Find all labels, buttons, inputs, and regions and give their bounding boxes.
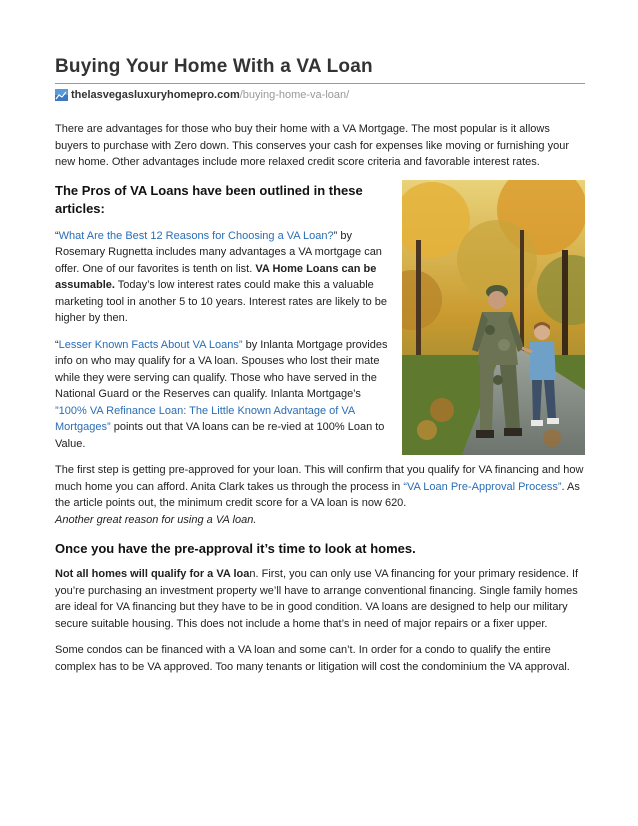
preapproval-link-close-quote[interactable]: ”	[557, 480, 562, 493]
article	[55, 55, 585, 675]
refinance-link-close-quote[interactable]: ”	[106, 421, 111, 433]
preapproval-heading: Once you have the pre-approval it’s time to look at homes.	[55, 541, 416, 556]
best-12-reasons-link[interactable]: What Are the Best 12 Reasons for Choosing a VA Loan?	[58, 229, 334, 242]
pros-paragraph-1	[55, 228, 399, 327]
preapproval-link-open-quote[interactable]: “	[403, 480, 407, 493]
page-title: Buying Your Home With a VA Loan	[55, 56, 373, 77]
link-icon	[55, 89, 68, 101]
pros1-text-2: Today’s low interest rates could make this a valuable marketing tool in another 5 to 10 years. Interest rates are likely to be higher by then.	[55, 279, 388, 324]
refinance-advantage-link[interactable]: 100% VA Refinance Loan: The Little Known Advantage of VA Mortgages	[55, 404, 355, 433]
source-path: /buying-home-va-loan/	[239, 89, 350, 101]
condos-paragraph: Some condos can be financed with a VA loan and some can’t. In order for a condo to qualify the entire complex has to be VA approved. Too many tenants or litigation will cost the condominium the VA approval.	[55, 644, 570, 673]
pros1-text-1: by Rosemary Rugnetta includes many advantages a VA mortgage can offer. One of our favorites is tenth on list.	[55, 229, 382, 275]
open-quote: “	[55, 229, 59, 242]
step-italic-note: Another great reason for using a VA loan.	[55, 513, 257, 526]
step-text-1: The first step is getting pre-approved for your loan. This will confirm that you qualify for VA financing and how much home you can afford. Anita Clark takes us through the process in	[55, 464, 584, 493]
homes-qualify-highlight: Not all homes will qualify for a VA loa	[55, 568, 250, 580]
soldier-with-child-photo	[402, 180, 585, 455]
source-domain: thelasvegasluxuryhomepro.com	[71, 89, 240, 101]
close-quote: ”	[333, 229, 338, 242]
title-divider	[55, 83, 585, 84]
pros-paragraph-2	[55, 337, 399, 453]
pros2-text-2: points out that VA loans can be re-vied at 100% Loan to Value.	[55, 421, 385, 450]
refinance-link-open-quote[interactable]: ”	[55, 404, 59, 417]
open-quote: “	[55, 338, 59, 351]
lesser-known-facts-link-quote[interactable]: ”	[238, 338, 243, 351]
pros-heading: The Pros of VA Loans have been outlined in these articles:	[55, 182, 363, 216]
source-link[interactable]	[71, 88, 349, 102]
intro-paragraph: There are advantages for those who buy their home with a VA Mortgage. The most popular is it allows buyers to purchase with Zero down. This conserves your cash for expenses like moving or furnishing your new home. Other advantages include more relaxed credit score criteria and favorable interest rates.	[55, 123, 569, 168]
first-step-paragraph	[55, 462, 585, 528]
homes-qualify-text: n. First, you can only use VA financing for your primary residence. If you’re purchasing an investment property we’ll have to arrange conventional financing. Single family homes are ideal for VA financing but they have to be in good condition. VA loans are designed to help our military secure suitable housing. This does not include a home that’s in need of major repairs or a fixer upper.	[55, 568, 579, 630]
assumable-highlight: VA Home Loans can be assumable.	[55, 262, 377, 291]
photo-illustration	[402, 180, 585, 455]
source-line	[55, 88, 585, 102]
step-text-2: . As the article points out, the minimum credit score for a VA loan is now 620.	[55, 480, 580, 509]
lesser-known-facts-link[interactable]: Lesser Known Facts About VA Loans	[58, 338, 239, 351]
homes-qualify-paragraph	[55, 566, 585, 632]
pros2-text-1: by Inlanta Mortgage provides info on who may qualify for a VA loan. Spouses who lost their mate while they were serving can qualify. Those who have served in the National Guard or the Reserves can qualify. Inlanta Mortgage’s	[55, 338, 388, 400]
va-preapproval-process-link[interactable]: VA Loan Pre-Approval Process	[407, 480, 558, 493]
